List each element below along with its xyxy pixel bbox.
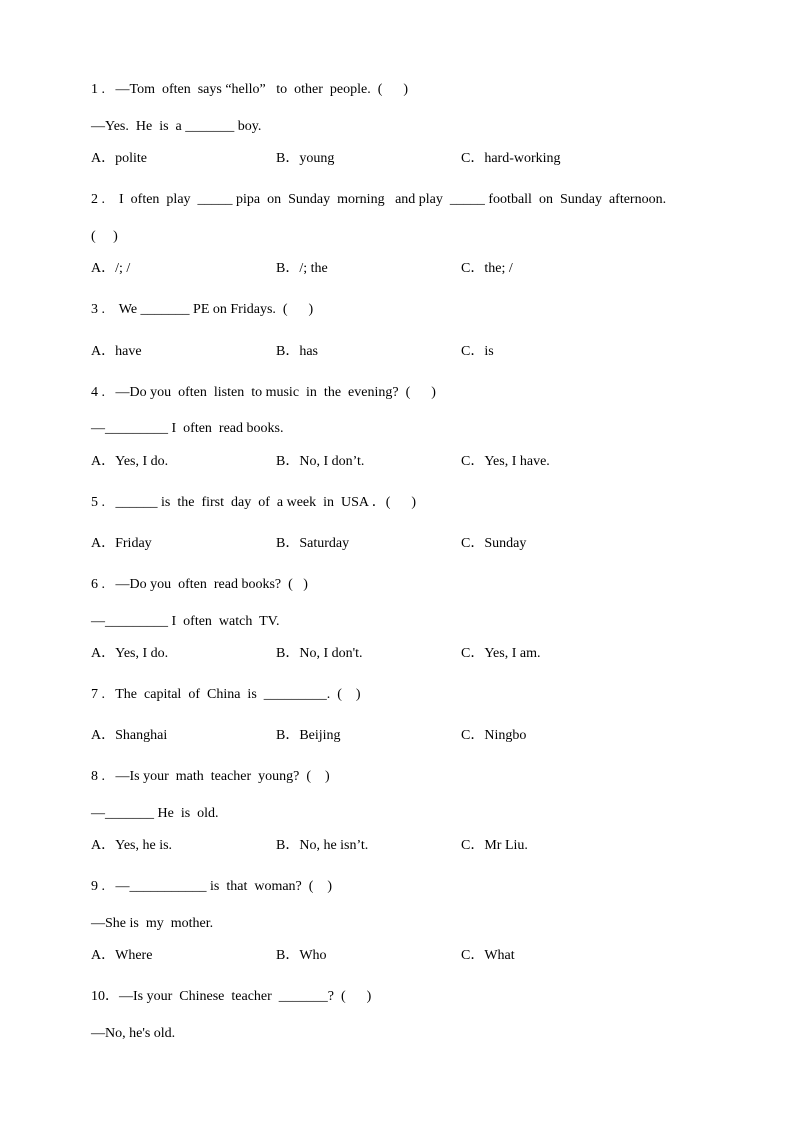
question-2-option-b: B．/; the — [276, 261, 328, 276]
question-7-stem: 7 . The capital of China is _________. ( ) — [91, 687, 361, 702]
question-6-option-b: B．No, I don't. — [276, 646, 363, 661]
question-9-answer-line: —She is my mother. — [91, 916, 214, 931]
question-4-answer-line: —_________ I often read books. — [91, 421, 284, 436]
question-10-stem: 10．—Is your Chinese teacher _______? ( ) — [91, 989, 372, 1004]
question-9-stem: 9 . —___________ is that woman? ( ) — [91, 879, 333, 894]
question-5-option-a: A．Friday — [91, 536, 152, 551]
question-1-stem: 1 . —Tom often says “hello” to other people. ( ) — [91, 82, 409, 97]
question-2-option-a: A．/; / — [91, 261, 131, 276]
question-4-option-c: C．Yes, I have. — [461, 454, 550, 469]
question-4-stem: 4 . —Do you often listen to music in the evening? ( ) — [91, 385, 436, 400]
question-8-answer-line: —_______ He is old. — [91, 806, 219, 821]
question-4-option-a: A．Yes, I do. — [91, 454, 169, 469]
question-5-option-b: B．Saturday — [276, 536, 350, 551]
question-1-option-c: C．hard-working — [461, 151, 561, 166]
question-7-option-c: C．Ningbo — [461, 728, 527, 743]
question-6-option-a: A．Yes, I do. — [91, 646, 169, 661]
question-5-option-c: C．Sunday — [461, 536, 527, 551]
question-8-option-b: B．No, he isn’t. — [276, 838, 369, 853]
question-7-option-a: A．Shanghai — [91, 728, 168, 743]
question-8-option-c: C．Mr Liu. — [461, 838, 528, 853]
question-1-option-a: A．polite — [91, 151, 147, 166]
question-3-option-b: B．has — [276, 344, 318, 359]
question-7-option-b: B．Beijing — [276, 728, 341, 743]
question-5-stem: 5 . ______ is the first day of a week in USA ．( ) — [91, 495, 417, 510]
question-2-bracket: ( ) — [91, 229, 118, 244]
question-3-option-c: C．is — [461, 344, 494, 359]
question-2-option-c: C．the; / — [461, 261, 513, 276]
question-8-stem: 8 . —Is your math teacher young? ( ) — [91, 769, 330, 784]
question-6-option-c: C．Yes, I am. — [461, 646, 541, 661]
question-1-option-b: B．young — [276, 151, 335, 166]
question-10-answer-line: —No, he's old. — [91, 1026, 176, 1041]
question-8-option-a: A．Yes, he is. — [91, 838, 173, 853]
question-9-option-c: C．What — [461, 948, 515, 963]
question-9-option-b: B．Who — [276, 948, 327, 963]
question-1-answer-line: —Yes. He is a _______ boy. — [91, 119, 262, 134]
question-6-answer-line: —_________ I often watch TV. — [91, 614, 280, 629]
question-3-stem: 3 . We _______ PE on Fridays. ( ) — [91, 302, 314, 317]
question-6-stem: 6 . —Do you often read books? ( ) — [91, 577, 308, 592]
question-3-option-a: A．have — [91, 344, 142, 359]
question-4-option-b: B．No, I don’t. — [276, 454, 365, 469]
question-9-option-a: A．Where — [91, 948, 153, 963]
question-2-stem: 2 . I often play _____ pipa on Sunday morning and play _____ football on Sunday afternoon. — [91, 192, 667, 207]
